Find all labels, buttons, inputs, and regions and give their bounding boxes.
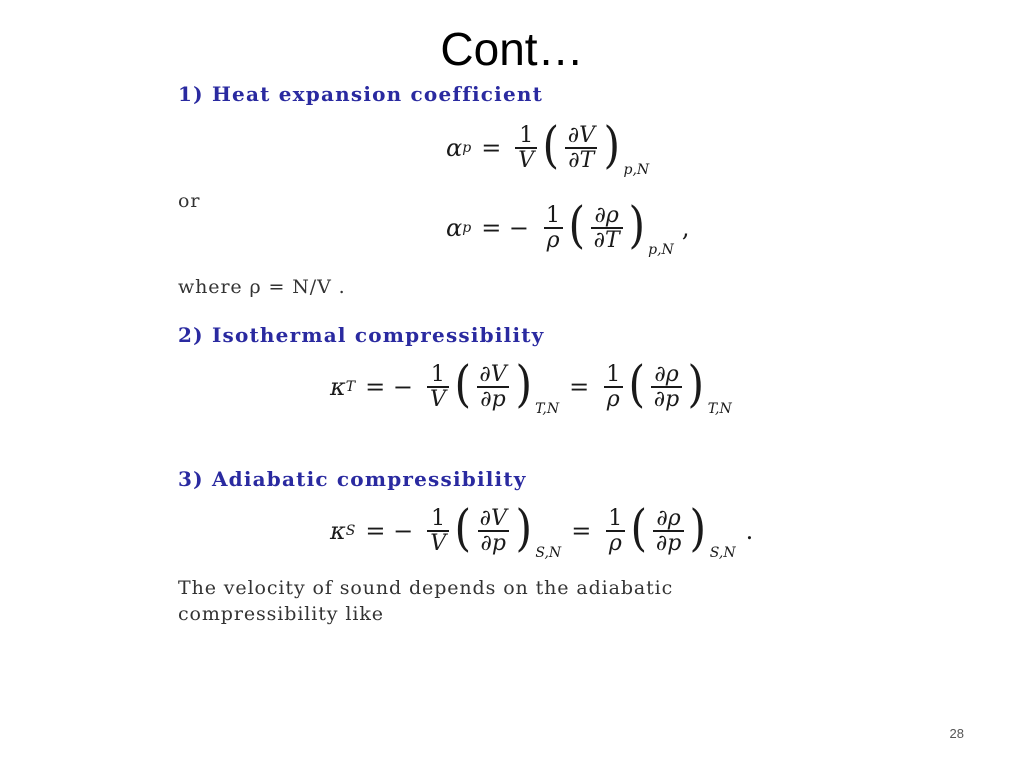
eq-operator: = − bbox=[365, 517, 414, 546]
numerator: 1 bbox=[431, 506, 446, 531]
fraction bbox=[427, 507, 449, 555]
denominator: ∂T bbox=[565, 147, 597, 172]
right-paren: ) bbox=[628, 196, 645, 255]
numerator: ∂V bbox=[567, 123, 595, 148]
eq-lhs: α bbox=[446, 214, 463, 243]
partial-derivative bbox=[629, 499, 736, 562]
denominator: ∂p bbox=[477, 386, 508, 411]
eq-lhs-sub: p bbox=[462, 220, 472, 237]
text-where: where ρ = N/V . bbox=[178, 276, 346, 298]
eq-operator: = − bbox=[481, 214, 530, 243]
partial-derivative bbox=[541, 116, 650, 179]
numerator: ∂ρ bbox=[594, 203, 619, 228]
heading-heat-expansion: 1) Heat expansion coefficient bbox=[178, 82, 544, 106]
equation-kappa-t bbox=[330, 355, 732, 418]
derivative-subscript: S,N bbox=[535, 545, 562, 562]
eq-operator: = − bbox=[365, 373, 413, 402]
equation-kappa-s bbox=[330, 499, 754, 562]
eq-lhs: κ bbox=[330, 373, 346, 402]
fraction bbox=[515, 124, 537, 172]
derivative-subscript: T,N bbox=[535, 401, 560, 418]
denominator: V bbox=[515, 147, 537, 172]
eq-lhs-sub: S bbox=[345, 523, 356, 540]
slide-title: Cont… bbox=[440, 23, 584, 75]
equation-alpha-1 bbox=[446, 116, 650, 179]
left-paren: ( bbox=[454, 499, 472, 558]
eq-lhs: κ bbox=[330, 517, 346, 546]
numerator: ∂ρ bbox=[656, 506, 681, 531]
eq-lhs-sub: p bbox=[462, 140, 472, 157]
numerator: ∂V bbox=[479, 506, 507, 531]
derivative-subscript: p,N bbox=[648, 242, 674, 259]
eq-trailing-punct: . bbox=[745, 517, 754, 546]
right-paren: ) bbox=[687, 355, 705, 414]
eq-trailing-punct: , bbox=[681, 214, 690, 243]
eq-lhs: α bbox=[446, 134, 463, 163]
fraction bbox=[477, 507, 510, 555]
eq-operator: = bbox=[569, 373, 590, 402]
denominator: ρ bbox=[606, 530, 625, 555]
numerator: ∂ρ bbox=[654, 362, 679, 387]
right-paren: ) bbox=[689, 499, 707, 558]
equation-alpha-2 bbox=[446, 196, 690, 259]
derivative-subscript: p,N bbox=[623, 162, 650, 179]
numerator: 1 bbox=[608, 506, 623, 531]
fraction bbox=[476, 363, 509, 411]
numerator: 1 bbox=[606, 362, 621, 387]
fraction bbox=[605, 507, 625, 555]
eq-operator: = bbox=[481, 134, 502, 163]
text-velocity-line-1: The velocity of sound depends on the adiabatic bbox=[178, 577, 674, 599]
text-velocity-line-2: compressibility like bbox=[178, 603, 384, 625]
heading-isothermal: 2) Isothermal compressibility bbox=[178, 323, 545, 347]
numerator: 1 bbox=[519, 123, 534, 148]
left-paren: ( bbox=[630, 499, 648, 558]
denominator: ρ bbox=[604, 386, 623, 411]
page-number: 28 bbox=[949, 726, 964, 741]
numerator: 1 bbox=[546, 203, 561, 228]
heading-adiabatic: 3) Adiabatic compressibility bbox=[178, 467, 527, 491]
partial-derivative bbox=[453, 499, 562, 562]
left-paren: ( bbox=[568, 196, 586, 255]
fraction bbox=[603, 363, 623, 411]
numerator: 1 bbox=[430, 362, 445, 387]
fraction bbox=[591, 204, 623, 252]
right-paren: ) bbox=[515, 355, 532, 414]
partial-derivative bbox=[453, 355, 560, 418]
fraction bbox=[427, 363, 449, 411]
fraction bbox=[543, 204, 563, 252]
denominator: V bbox=[427, 386, 449, 411]
fraction bbox=[653, 507, 684, 555]
left-paren: ( bbox=[454, 355, 471, 414]
fraction bbox=[651, 363, 682, 411]
right-paren: ) bbox=[515, 499, 532, 558]
left-paren: ( bbox=[542, 116, 560, 175]
denominator: ∂p bbox=[653, 530, 684, 555]
text-or: or bbox=[178, 190, 201, 212]
denominator: V bbox=[427, 530, 449, 555]
left-paren: ( bbox=[628, 355, 646, 414]
eq-operator: = bbox=[571, 517, 592, 546]
derivative-subscript: T,N bbox=[707, 401, 732, 418]
derivative-subscript: S,N bbox=[709, 545, 736, 562]
eq-lhs-sub: T bbox=[345, 379, 356, 396]
denominator: ∂p bbox=[651, 386, 682, 411]
partial-derivative bbox=[627, 355, 732, 418]
fraction bbox=[565, 124, 598, 172]
denominator: ∂p bbox=[478, 530, 509, 555]
denominator: ∂T bbox=[591, 227, 623, 252]
denominator: ρ bbox=[544, 227, 563, 252]
right-paren: ) bbox=[603, 116, 621, 175]
partial-derivative bbox=[567, 196, 674, 259]
numerator: ∂V bbox=[479, 362, 507, 387]
